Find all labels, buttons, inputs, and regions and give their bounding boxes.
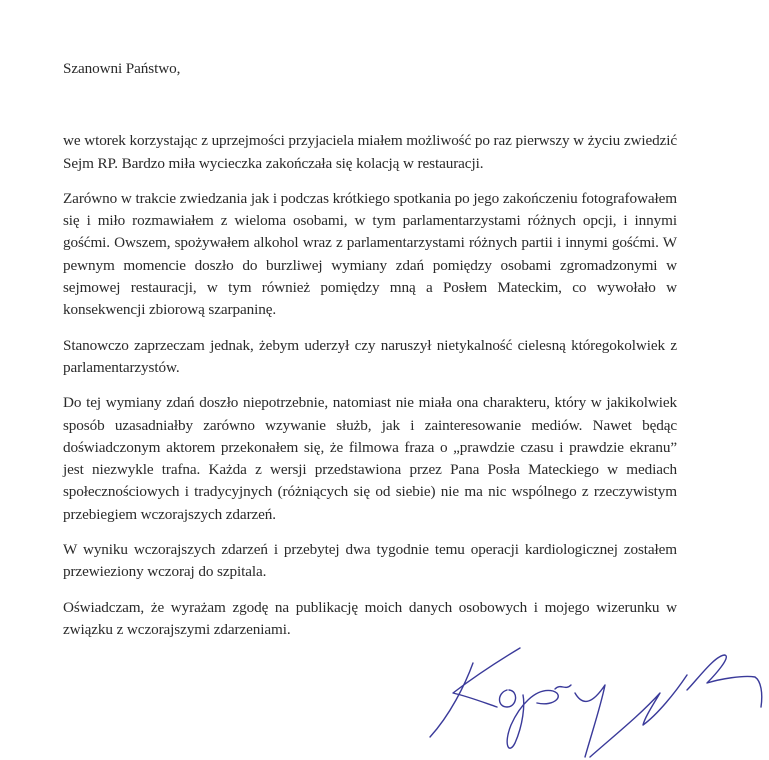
paragraph-4: Do tej wymiany zdań doszło niepotrzebnie, natomiast nie miała ona charakteru, który w jakikolwiek sposób uzasadniałby zarówno wzywanie służb, jak i zainteresowanie mediów. Nawet będąc doświadczonym aktorem przekonałem się, że filmowa fraza o „prawdzie czasu i prawdzie ekranu” jest niezwykle trafna. Każda z wersji przedstawiona przez Pana Posła Mateckiego w mediach społecznościowych i tradycyjnych (różniących się od siebie) nie ma nic wspólnego z rzeczywistym przebiegiem wczorajszych zdarzeń. bbox=[63, 394, 677, 523]
paragraph-1: we wtorek korzystając z uprzejmości przyjaciela miałem możliwość po raz pierwszy w życiu zwiedzić Sejm RP. Bardzo miła wycieczka zakończała się kolacją w restauracji. bbox=[63, 132, 677, 172]
greeting: Szanowni Państwo, bbox=[63, 60, 181, 77]
signature-stroke-final bbox=[687, 655, 762, 707]
handwritten-signature bbox=[425, 645, 769, 760]
signature-stroke-k-arm bbox=[453, 648, 520, 707]
paragraph-2: Zarówno w trakcie zwiedzania jak i podczas krótkiego spotkania po jego zakończeniu fotografowałem się i miło rozmawiałem z wieloma osobami, w tym parlamentarzystami różnych opcji, i innymi gośćmi. Owszem, spożywałem alkohol wraz z parlamentarzystami różnych partii i innymi gośćmi. W pewnym momencie doszło do burzliwej wymiany zdań pomiędzy osobami zgromadzonymi w sejmowej restauracji, w tym również pomiędzy mną a Posłem Mateckim, co wywołało w konsekwencji zbiorową szarpaninę. bbox=[63, 189, 677, 319]
letter-body bbox=[63, 58, 677, 654]
paragraph-5: W wyniku wczorajszych zdarzeń i przebytej dwa tygodnie temu operacji kardiologicznej zostałem przewieziony wczoraj do szpitala. bbox=[63, 541, 677, 581]
paragraph-3: Stanowczo zaprzeczam jednak, żebym uderzył czy naruszył nietykalność cielesną któregokolwiek z parlamentarzystów. bbox=[63, 336, 677, 376]
signature-stroke-y bbox=[575, 685, 605, 757]
signature-strokes bbox=[430, 648, 762, 757]
signature-stroke-o bbox=[500, 690, 516, 707]
signature-stroke-s bbox=[555, 685, 571, 689]
paragraph-6: Oświadczam, że wyrażam zgodę na publikację moich danych osobowych i mojego wizerunku w związku z wczorajszymi zdarzeniami. bbox=[63, 598, 677, 638]
signature-stroke-k-stem bbox=[430, 663, 473, 737]
